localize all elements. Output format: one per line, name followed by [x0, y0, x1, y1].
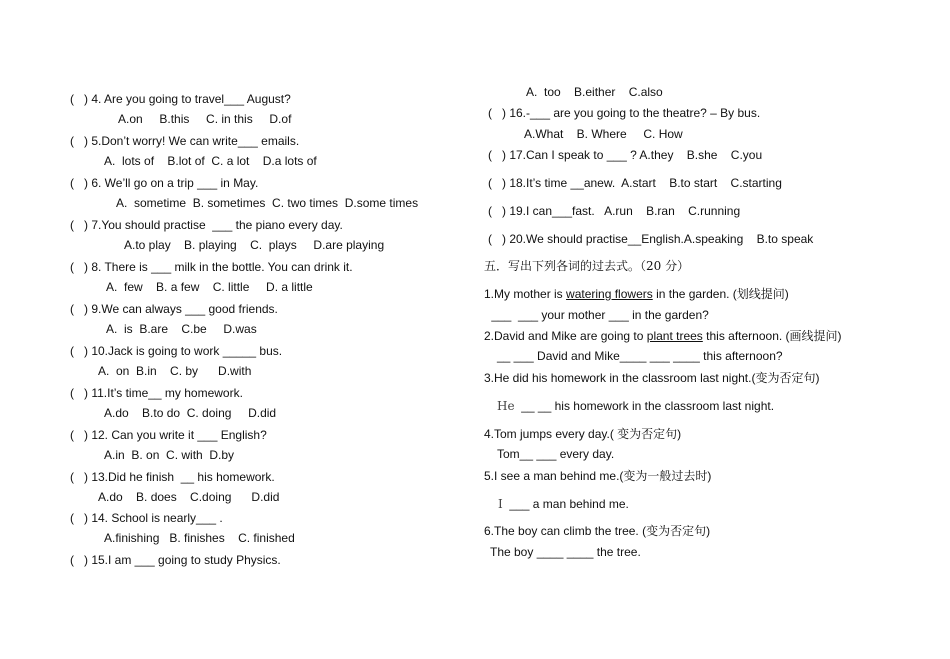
- sentence-1-text: 1.My mother is: [484, 287, 567, 301]
- question-15-options: A. too B.either C.also: [526, 85, 663, 99]
- sentence-3-answer-rest: __ __ his homework in the classroom last night.: [514, 399, 775, 413]
- question-17: ( ) 17.Can I speak to ___ ? A.they B.she C.you: [488, 148, 763, 162]
- sentence-4-answer: Tom__ ___ every day.: [497, 447, 615, 461]
- sentence-1-underlined: watering flowers: [566, 287, 653, 301]
- question-12-options: A.in B. on C. with D.by: [104, 448, 235, 462]
- question-4: ( ) 4. Are you going to travel___ August?: [70, 92, 291, 106]
- sentence-4: 4.Tom jumps every day.( 变为否定句): [484, 427, 682, 441]
- question-9-options: A. is B.are C.be D.was: [106, 322, 257, 336]
- sentence-6: 6.The boy can climb the tree. (变为否定句): [484, 524, 711, 538]
- question-19: ( ) 19.I can___fast. A.run B.ran C.running: [488, 204, 741, 218]
- sentence-5-answer: [498, 497, 629, 511]
- question-5-options: A. lots of B.lot of C. a lot D.a lots of: [104, 154, 317, 168]
- question-16-options: A.What B. Where C. How: [524, 127, 683, 141]
- question-14-options: A.finishing B. finishes C. finished: [104, 531, 295, 545]
- question-10-options: A. on B.in C. by D.with: [98, 364, 252, 378]
- question-18: ( ) 18.It’s time __anew. A.start B.to start C.starting: [488, 176, 782, 190]
- sentence-3-answer: [497, 399, 774, 413]
- sentence-2: [484, 329, 842, 343]
- sentence-2-answer: __ ___ David and Mike____ ___ ____ this afternoon?: [497, 349, 783, 363]
- question-8: ( ) 8. There is ___ milk in the bottle. You can drink it.: [70, 260, 353, 274]
- question-15: ( ) 15.I am ___ going to study Physics.: [70, 553, 281, 567]
- question-6-options: A. sometime B. sometimes C. two times D.some times: [116, 196, 419, 210]
- sentence-2-text: 2.David and Mike are going to: [484, 329, 647, 343]
- question-14: ( ) 14. School is nearly___ .: [70, 511, 223, 525]
- question-9: ( ) 9.We can always ___ good friends.: [70, 302, 278, 316]
- sentence-5-answer-subject: I: [498, 497, 503, 511]
- sentence-6-answer: The boy ____ ____ the tree.: [490, 545, 641, 559]
- question-10: ( ) 10.Jack is going to work _____ bus.: [70, 344, 283, 358]
- question-7: ( ) 7.You should practise ___ the piano every day.: [70, 218, 343, 232]
- sentence-3: 3.He did his homework in the classroom last night.(变为否定句): [484, 371, 820, 385]
- question-8-options: A. few B. a few C. little D. a little: [106, 280, 313, 294]
- question-13-options: A.do B. does C.doing D.did: [98, 490, 280, 504]
- question-11-options: A.do B.to do C. doing D.did: [104, 406, 277, 420]
- sentence-2-instruction: this afternoon. (画线提问): [702, 329, 842, 343]
- question-5: ( ) 5.Don’t worry! We can write___ emails.: [70, 134, 300, 148]
- question-4-options: A.on B.this C. in this D.of: [118, 112, 292, 126]
- sentence-3-answer-subject: He: [497, 399, 515, 413]
- question-11: ( ) 11.It’s time__ my homework.: [70, 386, 243, 400]
- section-5-title: 五．写出下列各词的过去式。（20 分）: [484, 259, 690, 273]
- sentence-2-underlined: plant trees: [646, 329, 703, 343]
- sentence-5: 5.I see a man behind me.(变为一般过去时): [484, 469, 712, 483]
- sentence-5-answer-rest: ___ a man behind me.: [502, 497, 629, 511]
- question-7-options: A.to play B. playing C. plays D.are playing: [124, 238, 385, 252]
- question-13: ( ) 13.Did he finish __ his homework.: [70, 470, 275, 484]
- question-20: ( ) 20.We should practise__English.A.speaking B.to speak: [488, 232, 814, 246]
- question-12: ( ) 12. Can you write it ___ English?: [70, 428, 267, 442]
- sentence-1-answer: ___ ___ your mother ___ in the garden?: [488, 308, 709, 322]
- question-6: ( ) 6. We’ll go on a trip ___ in May.: [70, 176, 259, 190]
- question-16: ( ) 16.-___ are you going to the theatre? – By bus.: [488, 106, 761, 120]
- sentence-1-instruction: in the garden. (划线提问): [652, 287, 789, 301]
- sentence-1: [484, 287, 789, 301]
